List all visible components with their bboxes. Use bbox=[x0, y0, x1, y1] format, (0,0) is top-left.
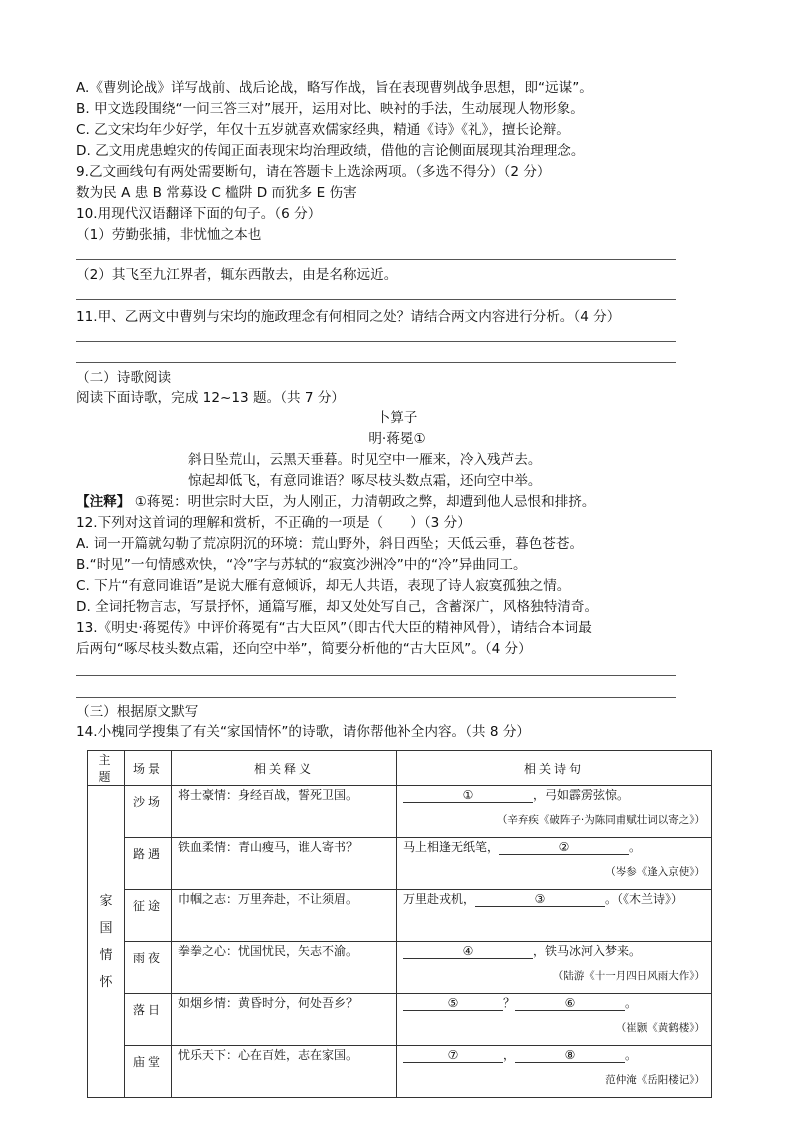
poem-source: （岑参《逢入京使》） bbox=[605, 866, 705, 878]
poem-text: 马上相逢无纸笔， bbox=[403, 840, 500, 854]
poem-blank-8[interactable]: ⑧ bbox=[515, 1048, 625, 1063]
header-theme: 主题 bbox=[88, 751, 125, 786]
section-3-title: （三）根据原文默写 bbox=[76, 704, 199, 720]
note-label: 【注释】 bbox=[76, 494, 131, 510]
poem-source: 范仲淹《岳阳楼记》） bbox=[605, 1074, 705, 1086]
answer-line[interactable] bbox=[76, 697, 676, 698]
theme-cell bbox=[88, 786, 125, 1098]
scene-cell: 雨夜 bbox=[125, 942, 172, 994]
poem-text: 万里赴戎机， bbox=[403, 892, 476, 906]
poem-blank-1[interactable]: ① bbox=[403, 788, 533, 803]
poem-author: 明·蒋冕① bbox=[368, 431, 426, 447]
option-a: A.《曹刿论战》详写战前、战后论战，略写作战，旨在表现曹刿战争思想，即“远谋”。 bbox=[76, 80, 593, 96]
header-explanation: 相关释义 bbox=[172, 751, 397, 786]
scene-cell: 落日 bbox=[125, 994, 172, 1046]
option-c: C. 乙文宋均年少好学，年仅十五岁就喜欢儒家经典，精通《诗》《礼》，擅长论辩。 bbox=[76, 122, 570, 138]
scene-cell: 征途 bbox=[125, 890, 172, 942]
q9-options: 数为民 A 患 B 常募设 C 槛阱 D 而犹多 E 伤害 bbox=[76, 185, 357, 201]
poem-cell bbox=[397, 786, 712, 838]
scene-cell: 庙堂 bbox=[125, 1046, 172, 1098]
table-row bbox=[88, 890, 712, 942]
explanation-cell: 铁血柔情：青山瘦马，谁人寄书？ bbox=[172, 838, 397, 890]
poem-blank-5[interactable]: ⑤ bbox=[403, 996, 503, 1011]
answer-line[interactable] bbox=[76, 299, 676, 300]
q11-stem: 11.甲、乙两文中曹刿与宋均的施政理念有何相同之处？请结合两文内容进行分析。（4 分） bbox=[76, 309, 621, 325]
poem-cell bbox=[397, 1046, 712, 1098]
table-row bbox=[88, 838, 712, 890]
table-row bbox=[88, 1046, 712, 1098]
scene-cell: 沙场 bbox=[125, 786, 172, 838]
poetry-table bbox=[87, 750, 712, 1098]
explanation-cell: 拳拳之心：忧国忧民，矢志不渝。 bbox=[172, 942, 397, 994]
poem-title: 卜算子 bbox=[376, 410, 418, 426]
table-row bbox=[88, 942, 712, 994]
poem-blank-6[interactable]: ⑥ bbox=[515, 996, 625, 1011]
poem-source: （崔颢《黄鹤楼》） bbox=[615, 1022, 705, 1034]
q12-option-d: D. 全词托物言志，写景抒怀，通篇写雁，却又处处写自己，含蓄深广，风格独特清奇。 bbox=[76, 599, 599, 615]
poem-line-2: 惊起却低飞，有意同谁语？啄尽枝头数点霜，还向空中举。 bbox=[188, 473, 542, 489]
table-row bbox=[88, 994, 712, 1046]
option-d: D. 乙文用虎患蝗灾的传闻正面表现宋均治理政绩，借他的言论侧面展现其治理理念。 bbox=[76, 143, 585, 159]
q13-line-2: 后两句“啄尽枝头数点霜，还向空中举”，简要分析他的“古大臣风”。（4 分） bbox=[76, 641, 532, 657]
explanation-cell: 如烟乡情：黄昏时分，何处吾乡？ bbox=[172, 994, 397, 1046]
note-text: ①蒋冕：明世宗时大臣，为人刚正，力清朝政之弊，却遭到他人忌恨和排挤。 bbox=[134, 494, 596, 510]
poem-note bbox=[76, 492, 595, 512]
poem-source: （陆游《十一月四日风雨大作》） bbox=[552, 970, 705, 982]
poem-line-1: 斜日坠荒山，云黑天垂暮。时见空中一雁来，冷入残芦去。 bbox=[188, 452, 542, 468]
poem-text: 。 bbox=[629, 840, 642, 854]
header-scene: 场景 bbox=[125, 751, 172, 786]
poem-text: ，铁马冰河入梦来。 bbox=[533, 944, 642, 958]
q12-stem: 12.下列对这首词的理解和赏析，不正确的一项是（ ）（3 分） bbox=[76, 515, 471, 531]
answer-line[interactable] bbox=[76, 259, 676, 260]
table-header-row bbox=[88, 751, 712, 786]
table-row bbox=[88, 786, 712, 838]
poem-text: ？ bbox=[503, 996, 516, 1010]
header-poem: 相关诗句 bbox=[397, 751, 712, 786]
poem-cell bbox=[397, 994, 712, 1046]
q10-sentence-1: （1）劳勤张捕，非忧恤之本也 bbox=[76, 227, 262, 243]
explanation-cell: 将士豪情：身经百战，誓死卫国。 bbox=[172, 786, 397, 838]
answer-line[interactable] bbox=[76, 341, 676, 342]
poem-text: 。（《木兰诗》） bbox=[605, 892, 684, 906]
option-b: B. 甲文选段围绕“一问三答三对”展开，运用对比、映衬的手法，生动展现人物形象。 bbox=[76, 101, 584, 117]
q12-option-c: C. 下片“有意同谁语”是说大雁有意倾诉，却无人共语，表现了诗人寂寞孤独之情。 bbox=[76, 578, 571, 594]
scene-cell: 路遇 bbox=[125, 838, 172, 890]
poem-text: 。 bbox=[625, 996, 638, 1010]
q12-option-a: A. 词一开篇就勾勒了荒凉阴沉的环境：荒山野外，斜日西坠；天低云垂，暮色苍苍。 bbox=[76, 536, 584, 552]
poem-text: ， bbox=[503, 1048, 516, 1062]
poem-cell bbox=[397, 890, 712, 942]
explanation-cell: 巾帼之志：万里奔赴，不让须眉。 bbox=[172, 890, 397, 942]
poem-cell bbox=[397, 942, 712, 994]
explanation-cell: 忧乐天下：心在百姓，志在家国。 bbox=[172, 1046, 397, 1098]
poem-text: 。 bbox=[625, 1048, 638, 1062]
answer-line[interactable] bbox=[76, 362, 676, 363]
poem-blank-7[interactable]: ⑦ bbox=[403, 1048, 503, 1063]
poem-blank-4[interactable]: ④ bbox=[403, 944, 533, 959]
poem-source: （辛弃疾《破阵子·为陈同甫赋壮词以寄之》） bbox=[496, 814, 705, 826]
theme-text: 家国情怀 bbox=[99, 893, 113, 990]
poem-blank-3[interactable]: ③ bbox=[475, 892, 605, 907]
poem-cell bbox=[397, 838, 712, 890]
q12-option-b: B.“时见”一句情感欢快，“冷”字与苏轼的“寂寞沙洲冷”中的“冷”异曲同工。 bbox=[76, 557, 527, 573]
poem-text: ，弓如霹雳弦惊。 bbox=[533, 788, 630, 802]
section-2-title: （二）诗歌阅读 bbox=[76, 370, 172, 386]
poem-blank-2[interactable]: ② bbox=[499, 840, 629, 855]
q10-stem: 10.用现代汉语翻译下面的句子。（6 分） bbox=[76, 206, 322, 222]
q10-sentence-2: （2）其飞至九江界者，辄东西散去，由是名称远近。 bbox=[76, 267, 398, 283]
answer-line[interactable] bbox=[76, 675, 676, 676]
q14-stem: 14.小槐同学搜集了有关“家国情怀”的诗歌，请你帮他补全内容。（共 8 分） bbox=[76, 724, 531, 740]
q9-stem: 9.乙文画线句有两处需要断句，请在答题卡上选涂两项。（多选不得分）（2 分） bbox=[76, 164, 551, 180]
q13-line-1: 13.《明史·蒋冕传》中评价蒋冕有“古大臣风”（即古代大臣的精神风骨），请结合本词最 bbox=[76, 620, 592, 636]
section-2-intro: 阅读下面诗歌，完成 12~13 题。（共 7 分） bbox=[76, 390, 346, 406]
